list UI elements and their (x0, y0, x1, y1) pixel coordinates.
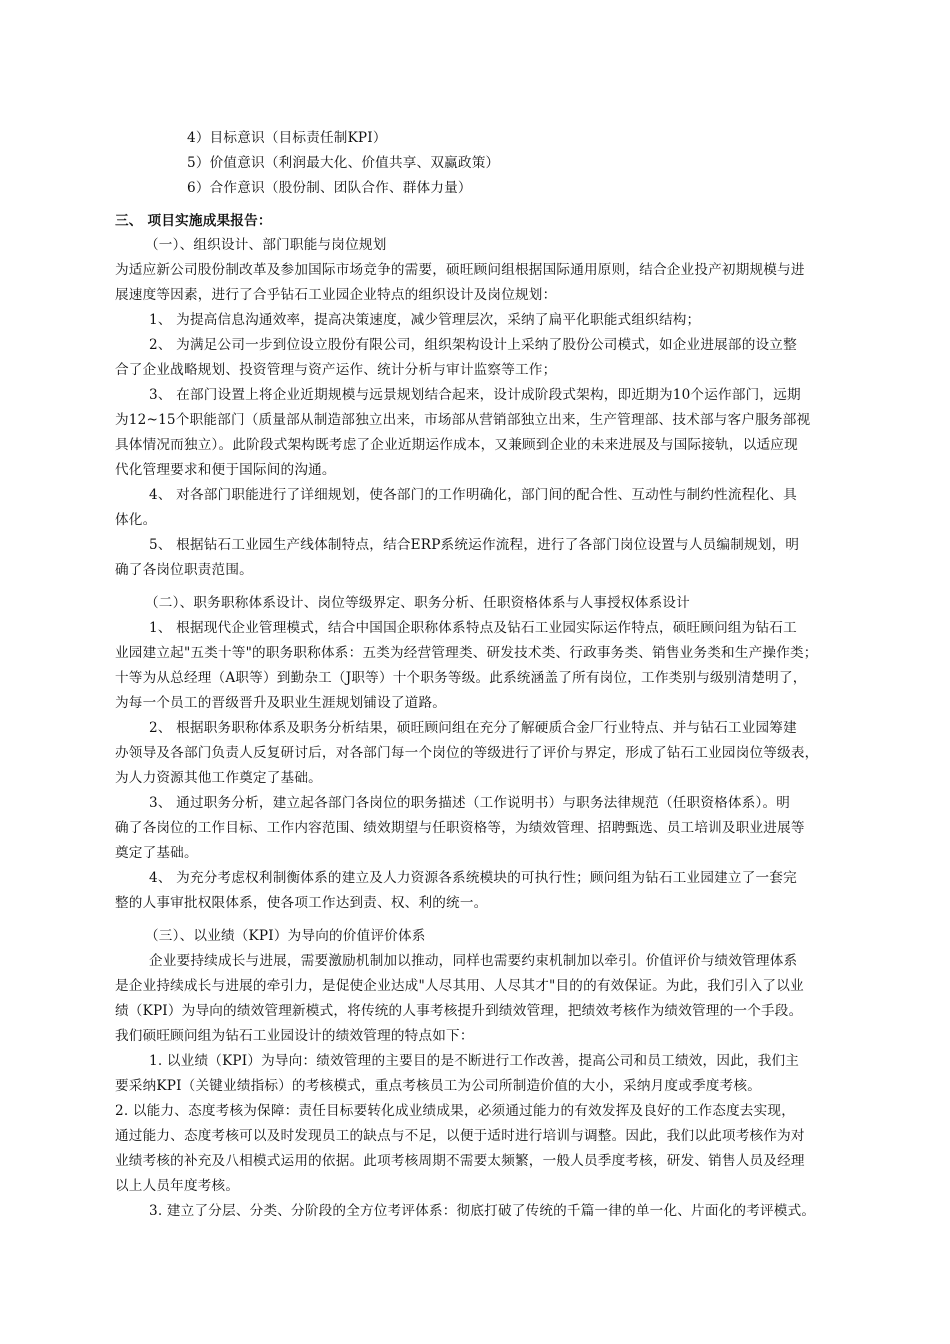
list-item-line: 3、 在部门设置上将企业近期规模与远景规划结合起来，设计成阶段式架构，即近期为10个运作部门，远期 (149, 387, 801, 403)
paragraph-line: 业绩考核的补充及八相模式运用的依据。此项考核周期不需要太频繁，一般人员季度考核，研发、销售人员及经理 (115, 1153, 805, 1169)
paragraph-line: 为12~15个职能部门（质量部从制造部独立出来，市场部从营销部独立出来，生产管理部、技术部与客户服务部视 (115, 412, 811, 428)
list-item-line: 1、 为提高信息沟通效率，提高决策速度，减少管理层次，采纳了扁平化职能式组织结构； (149, 312, 701, 328)
section-3-title: 三、 项目实施成果报告： (115, 213, 272, 229)
awareness-item-4: 4）目标意识（目标责任制KPI） (187, 130, 387, 146)
paragraph-line: 以上人员年度考核。 (115, 1178, 240, 1194)
paragraph-line: 展速度等因素，进行了合乎钻石工业园企业特点的组织设计及岗位规划： (115, 287, 557, 303)
paragraph-line: 为每一个员工的晋级晋升及职业生涯规划铺设了道路。 (115, 695, 447, 711)
paragraph-line: 为适应新公司股份制改革及参加国际市场竞争的需要，硕旺顾问组根据国际通用原则，结合企业投产初期规模与进 (115, 262, 805, 278)
paragraph-line: 代化管理要求和便于国际间的沟通。 (115, 462, 336, 478)
list-item-line: 4、 对各部门职能进行了详细规划，使各部门的工作明确化，部门间的配合性、互动性与制约性流程化、具 (149, 487, 797, 503)
paragraph-line: 十等为从总经理（A职等）到勤杂工（J职等）十个职务等级。此系统涵盖了所有岗位，工作类别与级别清楚明了， (115, 670, 807, 686)
list-item-line: 1、 根据现代企业管理模式，结合中国国企职称体系特点及钻石工业园实际运作特点，硕旺顾问组为钻石工 (149, 620, 797, 636)
paragraph-line: 我们硕旺顾问组为钻石工业园设计的绩效管理的特点如下： (115, 1028, 474, 1044)
paragraph-line: 体化。 (115, 512, 157, 528)
paragraph-line: 企业要持续成长与进展，需要激励机制加以推动，同样也需要约束机制加以牵引。价值评价与绩效管理体系 (149, 953, 798, 969)
paragraph-line: 绩（KPI）为导向的绩效管理新模式，将传统的人事考核提升到绩效管理，把绩效考核作为绩效管理的一个手段。 (115, 1003, 803, 1019)
list-item-line: 2. 以能力、态度考核为保障：责任目标要转化成业绩成果，必须通过能力的有效发挥及良好的工作态度去实现， (115, 1103, 795, 1119)
list-item-line: 5、 根据钻石工业园生产线体制特点，结合ERP系统运作流程，进行了各部门岗位设置与人员编制规划，明 (149, 537, 800, 553)
paragraph-line: 要采纳KPI（关键业绩指标）的考核模式，重点考核员工为公司所制造价值的大小，采纳月度或季度考核。 (115, 1078, 761, 1094)
paragraph-line: 通过能力、态度考核可以及时发现员工的缺点与不足，以便于适时进行培训与调整。因此，我们以此项考核作为对 (115, 1128, 805, 1144)
part-2-heading: （二）、职务职称体系设计、岗位等级界定、职务分析、任职资格体系与人事授权体系设计 (145, 595, 690, 611)
awareness-item-5: 5）价值意识（利润最大化、价值共享、双赢政策） (187, 155, 500, 171)
list-item-line: 2、 为满足公司一步到位设立股份有限公司，组织架构设计上采纳了股份公司模式，如企业进展部的设立整 (149, 337, 797, 353)
part-1-heading: （一）、组织设计、部门职能与岗位规划 (145, 237, 387, 253)
paragraph-line: 是企业持续成长与进展的牵引力，是促使企业达成"人尽其用、人尽其才"目的的有效保证。为此，我们引入了以业 (115, 978, 804, 994)
paragraph-line: 业园建立起"五类十等"的职务职称体系：五类为经营管理类、研发技术类、行政事务类、销售业务类和生产操作类； (115, 645, 818, 661)
list-item-line: 2、 根据职务职称体系及职务分析结果，硕旺顾问组在充分了解硬质合金厂行业特点、并与钻石工业园筹建 (149, 720, 797, 736)
paragraph-line: 办领导及各部门负责人反复研讨后，对各部门每一个岗位的等级进行了评价与界定，形成了钻石工业园岗位等级表， (115, 745, 819, 761)
paragraph-line: 奠定了基础。 (115, 845, 198, 861)
paragraph-line: 确了各岗位的工作目标、工作内容范围、绩效期望与任职资格等，为绩效管理、招聘甄选、员工培训及职业进展等 (115, 820, 805, 836)
paragraph-line: 确了各岗位职责范围。 (115, 562, 253, 578)
list-item-line: 3. 建立了分层、分类、分阶段的全方位考评体系：彻底打破了传统的千篇一律的单一化、片面化的考评模式。 (149, 1203, 816, 1219)
paragraph-line: 整的人事审批权限体系，使各项工作达到责、权、利的统一。 (115, 895, 488, 911)
list-item-line: 1. 以业绩（KPI）为导向：绩效管理的主要目的是不断进行工作改善，提高公司和员工绩效，因此，我们主 (149, 1053, 800, 1069)
paragraph-line: 合了企业战略规划、投资管理与资产运作、统计分析与审计监察等工作； (115, 362, 557, 378)
paragraph-line: 具体情况而独立）。此阶段式架构既考虑了企业近期运作成本，又兼顾到企业的未来进展及与国际接轨，以适应现 (115, 437, 798, 453)
part-3-heading: （三）、以业绩（KPI）为导向的价值评价体系 (145, 928, 426, 944)
paragraph-line: 为人力资源其他工作奠定了基础。 (115, 770, 322, 786)
list-item-line: 3、 通过职务分析，建立起各部门各岗位的职务描述（工作说明书）与职务法律规范（任职资格体系）。明 (149, 795, 791, 811)
list-item-line: 4、 为充分考虑权利制衡体系的建立及人力资源各系统模块的可执行性；顾问组为钻石工业园建立了一套完 (149, 870, 797, 886)
awareness-item-6: 6）合作意识（股份制、团队合作、群体力量） (187, 180, 472, 196)
